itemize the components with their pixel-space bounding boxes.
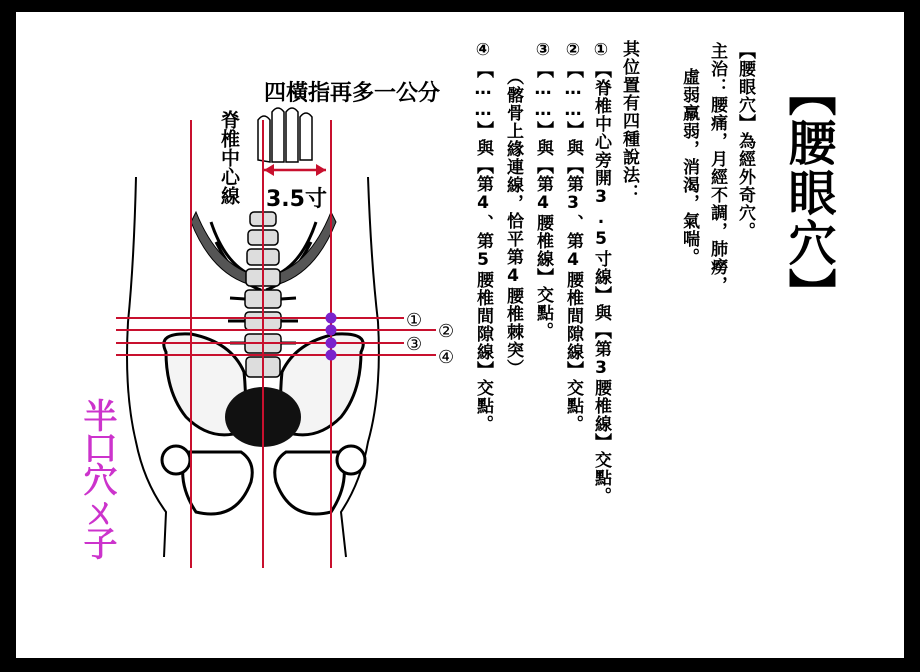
methods-heading: 其位置有四種說法：: [619, 40, 639, 202]
intro-line-2: 主治：腰痛，月經不調，肺癆，: [707, 42, 727, 294]
content-panel: [16, 12, 904, 658]
spine-center-label: 脊椎中心線: [218, 110, 240, 205]
acupoint-1: [326, 313, 337, 324]
watermark: 半口穴ㄨ子: [77, 398, 117, 558]
measure-label: 3.5寸: [266, 187, 327, 212]
marker-4: ④: [438, 347, 455, 368]
method-3: ③【……】與【第4腰椎線】交點。: [533, 40, 553, 340]
marker-3: ③: [406, 334, 423, 355]
acupoint-2: [326, 325, 337, 336]
finger-width-diagram: [258, 108, 312, 162]
acupoint-3: [326, 338, 337, 349]
measure-arrow: [264, 164, 326, 176]
method-1: ①【脊椎中心旁開3.5寸線】與【第3腰椎線】交點。: [591, 40, 611, 505]
intro-line-1: 【腰眼穴】為經外奇穴。: [735, 42, 755, 240]
marker-1: ①: [406, 310, 423, 331]
method-4-note: （髂骨上緣連線，恰平第4腰椎棘突）: [503, 68, 523, 377]
intro-line-3: 虛弱羸弱，消渴，氣喘。: [679, 68, 699, 266]
method-2: ②【……】與【第3、第4腰椎間隙線】交點。: [563, 40, 583, 433]
acupoint-4: [326, 350, 337, 361]
method-4: ④【……】與【第4、第5腰椎間隙線】交點。: [473, 40, 493, 433]
pelvis-diagram: [16, 12, 904, 658]
marker-2: ②: [438, 321, 455, 342]
finger-width-label: 四橫指再多一公分: [264, 81, 441, 106]
page-title: 【腰眼穴】: [780, 68, 836, 318]
